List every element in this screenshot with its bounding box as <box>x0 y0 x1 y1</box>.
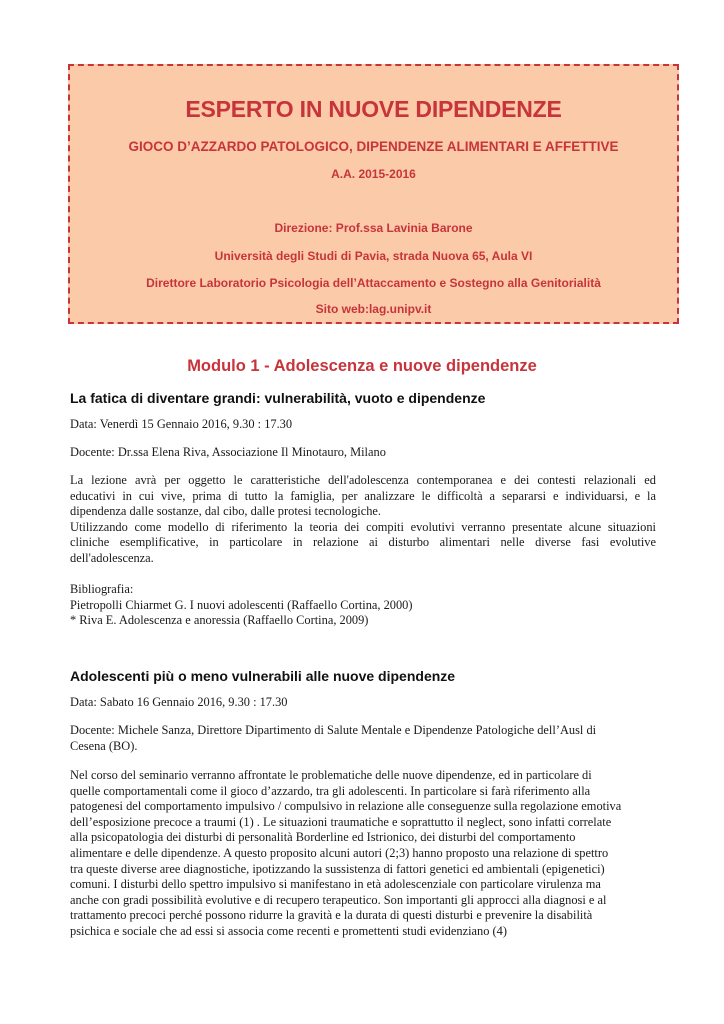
header-box <box>68 64 679 324</box>
text-line: dell'adolescenza. <box>70 550 154 565</box>
lesson1-teacher: Docente: Dr.ssa Elena Riva, Associazione Il Minotauro, Milano <box>70 445 386 459</box>
direction: Direzione: Prof.ssa Lavinia Barone <box>274 221 473 235</box>
lesson2-title: Adolescenti più o meno vulnerabili alle nuove dipendenze <box>70 668 456 684</box>
text-line: patogenesi del comportamento impulsivo / compulsivo in relazione alle conseguenze sulla regolazione emotiva <box>70 799 622 814</box>
text-line: La lezione avrà per oggetto le caratteristiche dell'adolescenza contemporanea e dei contesti relazionali ed <box>70 473 656 487</box>
text-line: psichica e sociale che ad essi si associa come recenti e promettenti studi evidenziano (4) <box>70 923 507 938</box>
text-line: alimentare e delle dipendenze. A questo proposito alcuni autori (2;3) hanno proposto una relazione di spettro <box>70 845 609 860</box>
course-title: ESPERTO IN NUOVE DIPENDENZE <box>185 96 562 122</box>
university-address: Università degli Studi di Pavia, strada Nuova 65, Aula VI <box>214 249 533 263</box>
lesson1-title: La fatica di diventare grandi: vulnerabilità, vuoto e dipendenze <box>70 390 486 406</box>
text-line: quelle comportamentali come il gioco d’azzardo, tra gli adolescenti. In particolare si farà riferimento alla <box>70 783 591 798</box>
module-title: Modulo 1 - Adolescenza e nuove dipendenze <box>187 357 537 375</box>
academic-year: A.A. 2015-2016 <box>331 167 416 181</box>
text-line: comuni. I disturbi dello spettro impulsivo si manifestano in età adolescenziale con particolare virulenza ma <box>70 877 601 892</box>
text-line: Docente: Michele Sanza, Direttore Dipartimento di Salute Mentale e Dipendenze Patologiche dell’Ausl di <box>70 723 597 737</box>
lesson2-description <box>70 768 656 940</box>
text-line: Cesena (BO). <box>70 738 138 753</box>
text-line: Utilizzando come modello di riferimento la teoria dei compiti evolutivi verranno presentate alcune situazioni <box>70 519 656 534</box>
website[interactable]: Sito web:lag.unipv.it <box>315 302 432 316</box>
lesson1-date: Data: Venerdì 15 Gennaio 2016, 9.30 : 17.30 <box>70 417 293 431</box>
bibliography-item: * Riva E. Adolescenza e anoressia (Raffaello Cortina, 2009) <box>70 613 369 628</box>
text-line: trattamento precoci perché possono ridurre la gravità e la durata di questi disturbi e prevenire la disabilità <box>70 908 593 923</box>
lesson1-bibliography <box>70 582 656 629</box>
lesson2-teacher <box>70 723 656 754</box>
course-subtitle: GIOCO D’AZZARDO PATOLOGICO, DIPENDENZE ALIMENTARI E AFFETTIVE <box>128 139 619 154</box>
text-line: tra queste diverse aree diagnostiche, ipotizzando la sussistenza di fattori genetici ed ambientali (epigenetici) <box>70 861 605 876</box>
text-line: cliniche esemplificative, in particolare in relazione ai disturbo alimentari nelle diverse fasi evolutive <box>70 535 656 550</box>
text-line: dell’esposizione precoce a traumi (1) . Le situazioni traumatiche e soprattutto il neglect, sono infatti correlate <box>70 814 612 829</box>
text-line: Nel corso del seminario verranno affrontate le problematiche delle nuove dipendenze, ed in particolare di <box>70 768 592 782</box>
bibliography-item: Pietropolli Chiarmet G. I nuovi adolescenti (Raffaello Cortina, 2000) <box>70 597 413 612</box>
lesson2-date: Data: Sabato 16 Gennaio 2016, 9.30 : 17.30 <box>70 695 288 709</box>
text-line: alla psicopatologia dei disturbi di personalità Borderline ed Istrionico, dei disturbi del comportamento <box>70 830 576 845</box>
lesson1-description <box>70 473 656 567</box>
text-line: anche con gradi possibilità evolutive e di recupero terapeutico. Son importanti gli approcci alla diagnosi e al <box>70 892 607 907</box>
bibliography-label: Bibliografia: <box>70 582 134 596</box>
text-line: educativi in cui vive, prima di tutto la famiglia, per analizzare le difficoltà a separarsi e individuarsi, e la <box>70 488 656 503</box>
text-line: dipendenza dalle sostanze, dal cibo, dalle protesi tecnologiche. <box>70 504 382 519</box>
laboratory-director: Direttore Laboratorio Psicologia dell’Attaccamento e Sostegno alla Genitorialità <box>146 276 601 290</box>
